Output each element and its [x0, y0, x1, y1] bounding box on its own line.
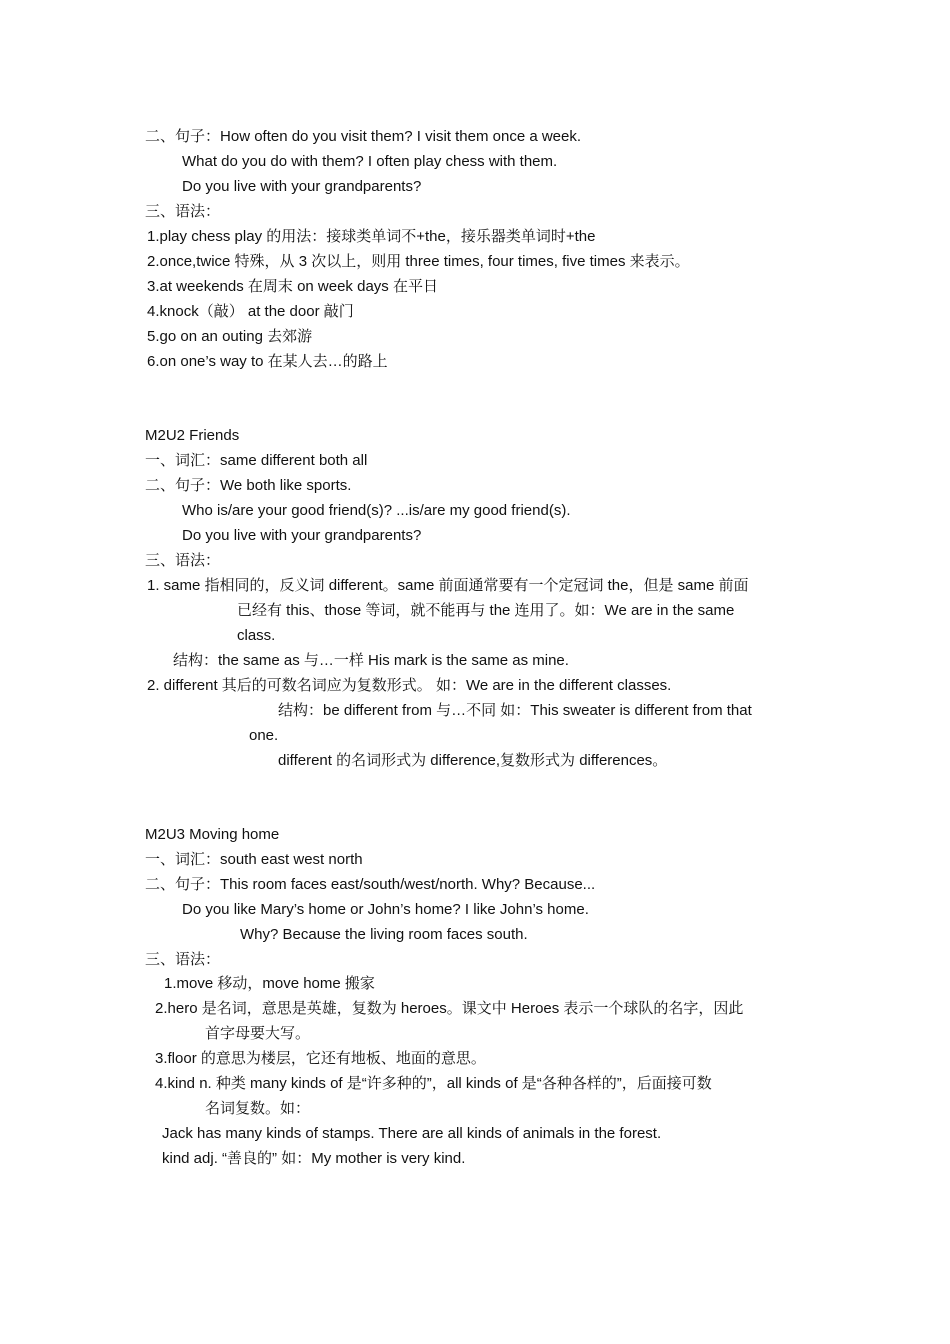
u3-g4-line1: 4.kind n. 种类 many kinds of 是“许多种的”，all kinds of 是“各种各样的”，后面接可数	[155, 1075, 712, 1092]
u1-sentence-1: How often do you visit them? I visit them once a week.	[220, 128, 582, 145]
u2-g2-noun: different 的名词形式为 difference,复数形式为 differences。	[278, 752, 668, 769]
u1-sentence-3: Do you live with your grandparents?	[182, 178, 422, 195]
u2-vocab-line: 一、词汇：same different both all	[145, 452, 368, 469]
u3-g1: 1.move 移动，move home 搬家	[164, 975, 375, 992]
u3-sentences-line: 二、句子：This room faces east/south/west/north. Why? Because...	[145, 876, 596, 893]
u3-g2-line1: 2.hero 是名词，意思是英雄，复数为 heroes。课文中 Heroes 表示一个球队的名字，因此	[155, 1000, 744, 1017]
u2-g2-line1: 2. different 其后的可数名词应为复数形式。 如：We are in the different classes.	[147, 677, 672, 694]
u1-grammar-item: 2.once,twice 特殊，从 3 次以上，则用 three times, four times, five times 来表示。	[147, 253, 690, 270]
u1-grammar-label: 三、语法：	[145, 203, 221, 220]
u2-title: M2U2 Friends	[145, 427, 240, 444]
u2-sentence-3: Do you live with your grandparents?	[182, 527, 422, 544]
u2-g1-line3: class.	[237, 627, 276, 644]
u3-g4-adj: kind adj. “善良的” 如：My mother is very kind.	[162, 1150, 466, 1167]
u3-sentence-3: Why? Because the living room faces south.	[240, 926, 528, 943]
u1-sentences-label: 二、句子：	[145, 128, 221, 145]
u3-vocab-line: 一、词汇：south east west north	[145, 851, 363, 868]
u3-sentence-2: Do you like Mary’s home or John’s home? I like John’s home.	[182, 901, 589, 918]
u2-g2-structure-cont: one.	[249, 727, 279, 744]
u3-g2-line2: 首字母要大写。	[205, 1025, 311, 1042]
u2-g2-structure: 结构：be different from 与…不同 如：This sweater is different from that	[278, 702, 752, 719]
u1-sentences-line	[145, 127, 581, 147]
u1-grammar-item: 6.on one’s way to 在某人去…的路上	[147, 353, 388, 370]
u3-g3: 3.floor 的意思为楼层，它还有地板、地面的意思。	[155, 1050, 486, 1067]
u2-grammar-label: 三、语法：	[145, 552, 221, 569]
u3-grammar-label: 三、语法：	[145, 951, 221, 968]
u3-g4-example: Jack has many kinds of stamps. There are all kinds of animals in the forest.	[162, 1125, 662, 1142]
u1-grammar-item: 1.play chess play 的用法：接球类单词不+the，接乐器类单词时+the	[147, 228, 596, 245]
u1-sentence-2: What do you do with them? I often play chess with them.	[182, 153, 558, 170]
u3-g4-line2: 名词复数。如：	[205, 1100, 311, 1117]
u2-g1-line1: 1. same 指相同的，反义词 different。same 前面通常要有一个定冠词 the，但是 same 前面	[147, 577, 749, 594]
u3-title: M2U3 Moving home	[145, 826, 280, 843]
u1-grammar-item: 4.knock（敲） at the door 敲门	[147, 303, 354, 320]
u1-grammar-item: 3.at weekends 在周末 on week days 在平日	[147, 278, 438, 295]
u2-sentence-2: Who is/are your good friend(s)? ...is/are my good friend(s).	[182, 502, 571, 519]
u2-sentences-line: 二、句子：We both like sports.	[145, 477, 352, 494]
u2-g1-structure: 结构：the same as 与…一样 His mark is the same as mine.	[173, 652, 569, 669]
u1-grammar-item: 5.go on an outing 去郊游	[147, 328, 313, 345]
u2-g1-line2: 已经有 this、those 等词，就不能再与 the 连用了。如：We are in the same	[237, 602, 735, 619]
